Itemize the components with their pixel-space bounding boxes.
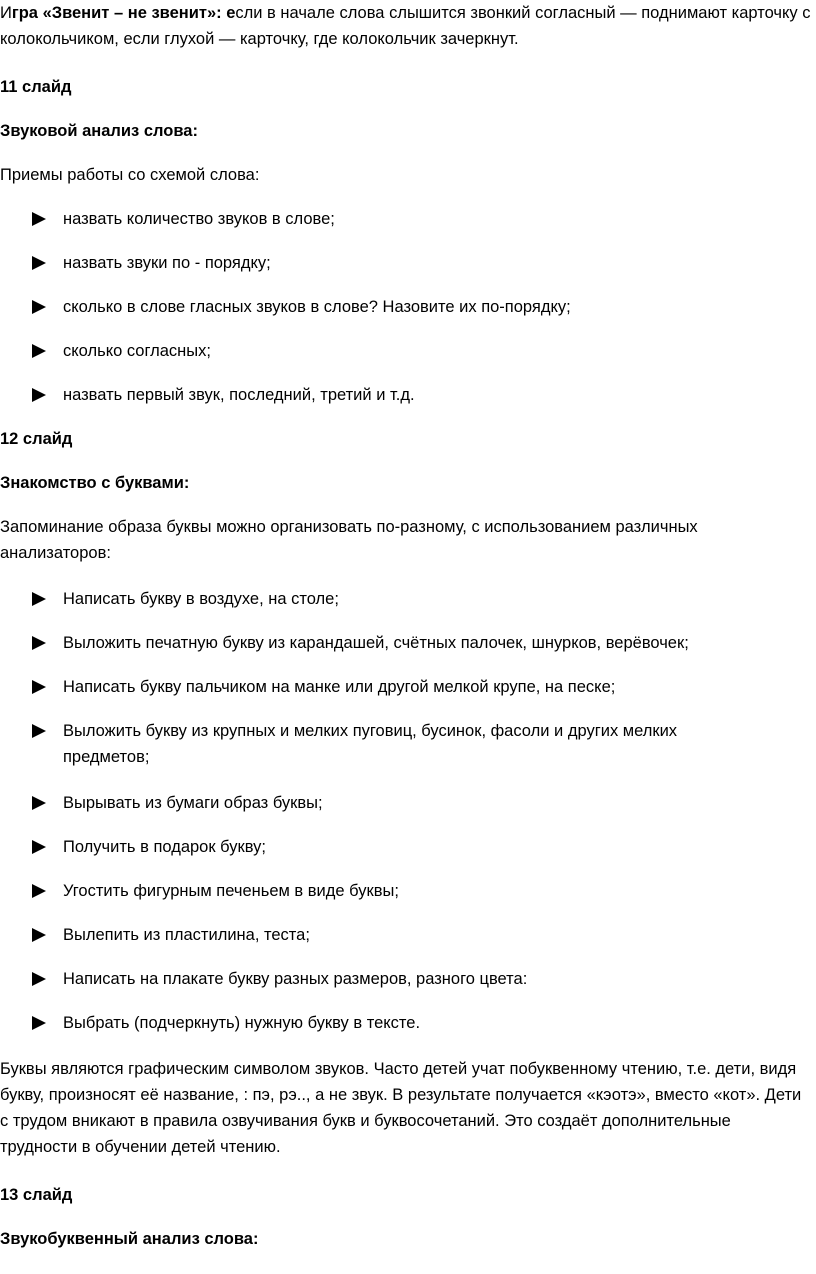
list-item-text: Получить в подарок букву; (63, 838, 266, 856)
bullet-arrow-icon (32, 388, 46, 402)
list-item (32, 966, 792, 992)
list-item-text: Выбрать (подчеркнуть) нужную букву в тексте. (63, 1014, 421, 1032)
bullet-arrow-icon (32, 884, 46, 898)
list-item-text: назвать первый звук, последний, третий и т.д. (63, 386, 415, 404)
list-item-text: Вырывать из бумаги образ буквы; (63, 794, 323, 812)
list-item-text: назвать звуки по - порядку; (63, 254, 271, 272)
bullet-arrow-icon (32, 636, 46, 650)
slide11-intro: Приемы работы со схемой слова: (0, 166, 260, 184)
bullet-arrow-icon (32, 344, 46, 358)
list-item (32, 338, 792, 364)
list-item (32, 586, 792, 612)
list-item-text: Написать букву пальчиком на манке или другой мелкой крупе, на песке; (63, 678, 616, 696)
bullet-arrow-icon (32, 300, 46, 314)
slide13-section: Звукобуквенный анализ слова: (0, 1230, 259, 1248)
bullet-arrow-icon (32, 680, 46, 694)
slide13-title: 13 слайд (0, 1186, 73, 1204)
list-item (32, 718, 732, 770)
slide12-closing: Буквы являются графическим символом звуков. Часто детей учат побуквенному чтению, т.е. дети, видя букву, произносят её название, : пэ, рэ.., а не звук. В результате получается «кэотэ», вместо «кот». Дети с трудом вникают в правила озвучивания букв и буквосочетаний. Это создаёт дополнительные трудности в обучении детей чтению. (0, 1060, 802, 1156)
bullet-arrow-icon (32, 840, 46, 854)
bullet-arrow-icon (32, 972, 46, 986)
intro-paragraph (0, 0, 812, 52)
intro-lead: И (0, 4, 12, 22)
list-item-text: Написать букву в воздухе, на столе; (63, 590, 339, 608)
list-item (32, 1010, 792, 1036)
slide12-intro: Запоминание образа буквы можно организовать по-разному, с использованием различных анализаторов: (0, 518, 698, 562)
bullet-arrow-icon (32, 796, 46, 810)
intro-text: сли в начале слова слышится звонкий согласный — поднимают карточку с колокольчиком, если глухой — карточку, где колокольчик зачеркнут. (0, 4, 811, 48)
list-item-text: Выложить букву из крупных и мелких пуговиц, бусинок, фасоли и других мелких предметов; (63, 722, 678, 766)
list-item-text: сколько согласных; (63, 342, 211, 360)
slide11-title: 11 слайд (0, 78, 72, 96)
bullet-arrow-icon (32, 592, 46, 606)
list-item-text: Написать на плакате букву разных размеров, разного цвета: (63, 970, 528, 988)
list-item-text: Угостить фигурным печеньем в виде буквы; (63, 882, 399, 900)
list-item (32, 790, 792, 816)
list-item-text: Выложить печатную букву из карандашей, счётных палочек, шнурков, верёвочек; (63, 634, 689, 652)
list-item (32, 922, 792, 948)
list-item-text: назвать количество звуков в слове; (63, 210, 335, 228)
list-item (32, 206, 792, 232)
bullet-arrow-icon (32, 724, 46, 738)
list-item (32, 878, 792, 904)
list-item-text: сколько в слове гласных звуков в слове? Назовите их по-порядку; (63, 298, 571, 316)
list-item (32, 834, 792, 860)
slide11-section: Звуковой анализ слова: (0, 122, 198, 140)
intro-game-title: гра «Звенит – не звенит»: е (11, 4, 236, 22)
slide12-section: Знакомство с буквами: (0, 474, 190, 492)
list-item (32, 294, 792, 320)
bullet-arrow-icon (32, 928, 46, 942)
list-item (32, 674, 792, 700)
list-item (32, 382, 792, 408)
bullet-arrow-icon (32, 212, 46, 226)
list-item (32, 250, 792, 276)
list-item-text: Вылепить из пластилина, теста; (63, 926, 310, 944)
list-item (32, 630, 792, 656)
bullet-arrow-icon (32, 1016, 46, 1030)
bullet-arrow-icon (32, 256, 46, 270)
slide12-title: 12 слайд (0, 430, 73, 448)
